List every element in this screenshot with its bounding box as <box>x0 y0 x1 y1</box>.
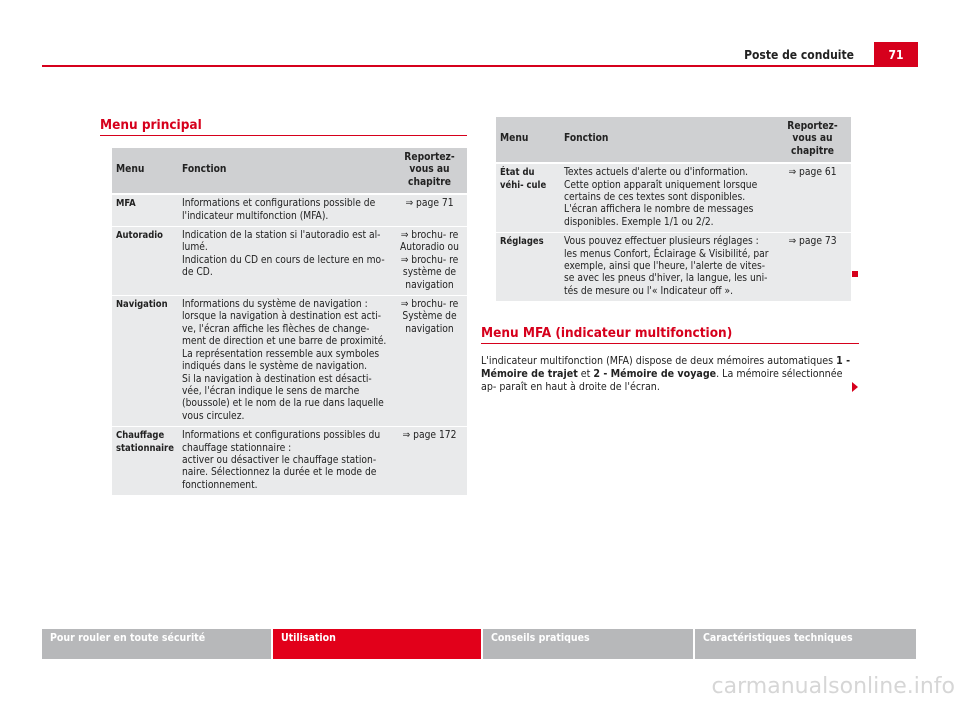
column-header-menu: Menu <box>112 148 178 195</box>
row-fonction-cell: Informations et configurations possibles du chauffage stationnaire : activer ou désactiver le chauffage station- naire. Sélectionnez la durée et le mode de fonctionnement. <box>178 427 392 496</box>
column-header-fonction: Fonction <box>178 148 392 195</box>
row-fonction-cell: Informations du système de navigation : lorsque la navigation à destination est acti- ve, l'écran affiche les flèches de change- ment de direction et une barre de proximité. La représentation ressemble aux symboles indiqués dans le système de navigation. Si la navigation à destination est désacti- vée, l'écran indique le sens de marche (boussole) et le nom de la rue dans laquelle vous circulez. <box>178 296 392 427</box>
section-end-square-icon <box>852 271 858 277</box>
footer-tab-securite[interactable]: Pour rouler en toute sécurité <box>42 629 271 659</box>
row-menu-cell: Navigation <box>112 296 178 427</box>
header-rule <box>42 65 918 67</box>
row-reference-link[interactable]: ⇒ page 61 <box>774 164 851 233</box>
paragraph-text: et <box>577 368 594 380</box>
row-menu-cell: État du véhi- cule <box>496 164 560 233</box>
table-row <box>112 195 467 227</box>
row-reference-link[interactable]: ⇒ page 71 <box>392 195 467 227</box>
table-row <box>112 427 467 496</box>
row-menu-cell: Autoradio <box>112 227 178 296</box>
row-fonction-cell: Indication de la station si l'autoradio est al- lumé. Indication du CD en cours de lecture en mo- de CD. <box>178 227 392 296</box>
row-menu-cell: Chauffage stationnaire <box>112 427 178 496</box>
row-menu-cell: MFA <box>112 195 178 227</box>
row-reference-link[interactable]: ⇒ brochu- re Système de navigation <box>392 296 467 427</box>
row-menu-cell: Réglages <box>496 233 560 302</box>
column-header-menu: Menu <box>496 117 560 164</box>
paragraph-text: L'indicateur multifonction (MFA) dispose de deux mémoires automatiques <box>481 355 837 367</box>
paragraph-bold-term: 2 - Mémoire de voyage <box>593 368 717 380</box>
footer-nav <box>42 629 918 659</box>
section-title-menu-principal: Menu principal <box>100 117 202 133</box>
watermark: carmanualsonline.info <box>711 674 955 699</box>
table-row <box>112 227 467 296</box>
row-reference-link[interactable]: ⇒ page 73 <box>774 233 851 302</box>
row-fonction-cell: Informations et configurations possible de l'indicateur multifonction (MFA). <box>178 195 392 227</box>
table-header-row <box>496 117 851 164</box>
mfa-paragraph <box>481 355 859 394</box>
section-rule-right <box>481 343 859 344</box>
page-number: 71 <box>874 42 918 67</box>
row-reference-link[interactable]: ⇒ page 172 <box>392 427 467 496</box>
footer-tab-conseils[interactable]: Conseils pratiques <box>481 629 693 659</box>
paragraph-text: . La mémoire sélectionnée ap- paraît en haut à droite de l'écran. <box>481 368 843 393</box>
table-header-row <box>112 148 467 195</box>
column-header-reportez: Reportez-vous au chapitre <box>392 148 467 195</box>
row-fonction-cell: Vous pouvez effectuer plusieurs réglages : les menus Confort, Éclairage & Visibilité, par exemple, ainsi que l'heure, l'alerte de vites- se avec les pneus d'hiver, la langue, les uni- tés de mesure ou l'« Indicateur off ». <box>560 233 774 302</box>
table-row <box>112 296 467 427</box>
menu-principal-table <box>112 148 467 496</box>
column-header-fonction: Fonction <box>560 117 774 164</box>
footer-tab-caracteristiques[interactable]: Caractéristiques techniques <box>693 629 916 659</box>
section-rule-left <box>100 135 467 136</box>
table-row <box>496 233 851 302</box>
paragraph-bold-term: 1 - Mémoire de trajet <box>481 355 851 380</box>
page-header-title: Poste de conduite <box>744 48 854 62</box>
continue-arrow-icon <box>852 382 858 392</box>
section-title-menu-mfa: Menu MFA (indicateur multifonction) <box>481 325 733 341</box>
menu-principal-table-continued <box>496 117 851 302</box>
row-fonction-cell: Textes actuels d'alerte ou d'information. Cette option apparaît uniquement lorsque certains de ces textes sont disponibles. L'écran affichera le nombre de messages disponibles. Exemple 1/1 ou 2/2. <box>560 164 774 233</box>
column-header-reportez: Reportez-vous au chapitre <box>774 117 851 164</box>
footer-tab-utilisation[interactable]: Utilisation <box>271 629 481 659</box>
table-row <box>496 164 851 233</box>
row-reference-link[interactable]: ⇒ brochu- re Autoradio ou ⇒ brochu- re système de navigation <box>392 227 467 296</box>
